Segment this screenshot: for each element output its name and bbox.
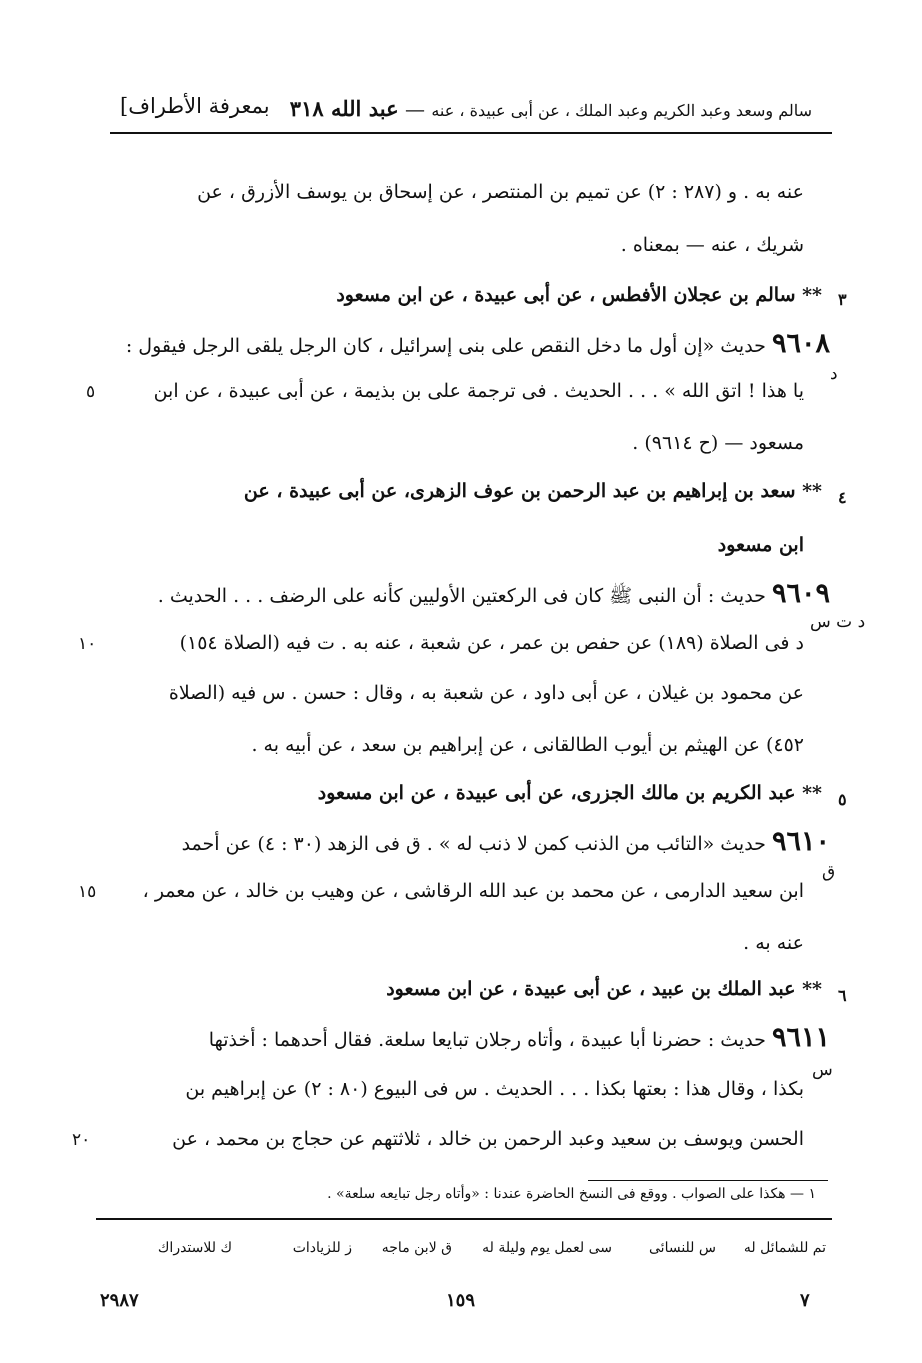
hadith-9610-line-2: ابن سعيد الدارمى ، عن محمد بن عبد الله الرقاشى ، عن وهيب بن خالد ، عن معمر ، bbox=[142, 880, 804, 902]
section-number-4: ٤ bbox=[838, 488, 847, 507]
hadith-9608-line-3: مسعود — (ح ٩٦١٤) . bbox=[632, 432, 804, 454]
footnote-rule bbox=[588, 1180, 828, 1181]
section-number-3: ٣ bbox=[838, 290, 847, 309]
hadith-number-9608: ٩٦٠٨ bbox=[771, 328, 830, 359]
hadith-number-9611: ٩٦١١ bbox=[771, 1022, 830, 1053]
hadith-9609-sigla: د ت س bbox=[810, 612, 866, 632]
hadith-9611-line-1 bbox=[209, 1024, 830, 1051]
legend-istidrak: ك للاستدراك bbox=[157, 1240, 232, 1256]
hadith-number-9610: ٩٦١٠ bbox=[771, 826, 830, 857]
hadith-9609-line-1 bbox=[158, 580, 830, 607]
legend-amal: سى لعمل يوم وليلة له bbox=[482, 1240, 612, 1256]
legend-shamail: تم للشمائل له bbox=[743, 1240, 826, 1256]
legend-ibn-majah: ق لابن ماجه bbox=[381, 1240, 452, 1256]
hadith-9609-line-3: عن محمود بن غيلان ، عن أبى داود ، عن شعبة به ، وقال : حسن . س فيه (الصلاة bbox=[168, 682, 804, 704]
header-subtitle: سالم وسعد وعبد الكريم وعبد الملك ، عن أبى عبيدة ، عنه bbox=[431, 101, 812, 120]
hadith-9611-text-1: حديث : حضرنا أبا عبيدة ، وأتاه رجلان تبايعا سلعة. فقال أحدهما : أخذتها bbox=[208, 1029, 766, 1051]
margin-number-15: ١٥ bbox=[78, 882, 97, 902]
section-title-4-cont: ابن مسعود bbox=[717, 534, 804, 556]
hadith-9608-sigla: د bbox=[830, 364, 838, 384]
section-number-5: ٥ bbox=[838, 790, 847, 809]
hadith-number-9609: ٩٦٠٩ bbox=[771, 578, 830, 609]
bottom-number-right: ٧ bbox=[800, 1290, 810, 1311]
header-rule bbox=[110, 132, 832, 134]
body-line-1: عنه به . و (٢٨٧ : ٢) عن تميم بن المنتصر ، عن إسحاق بن يوسف الأزرق ، عن bbox=[197, 181, 804, 203]
hadith-9610-sigla: ق bbox=[822, 862, 836, 882]
hadith-9611-line-2: بكذا ، وقال هذا : بعتها بكذا . . . الحديث . س فى البيوع (٨٠ : ٢) عن إبراهيم بن bbox=[185, 1078, 804, 1100]
hadith-9609-text-1: حديث : أن النبى ﷺ كان فى الركعتين الأوليين كأنه على الرضف . . . الحديث . bbox=[157, 585, 766, 607]
hadith-9608-line-1 bbox=[126, 330, 830, 357]
section-number-6: ٦ bbox=[838, 986, 847, 1005]
hadith-9610-line-3: عنه به . bbox=[743, 932, 804, 954]
legend-nasai: س للنسائى bbox=[649, 1240, 716, 1256]
page-number: ١٥٩ bbox=[446, 1290, 476, 1311]
bottom-number-left: ٢٩٨٧ bbox=[100, 1290, 139, 1311]
hadith-9611-line-3: الحسن ويوسف بن سعيد وعبد الرحمن بن خالد ، ثلاثتهم عن حجاج بن محمد ، عن bbox=[172, 1128, 804, 1150]
body-line-2: شريك ، عنه — بمعناه . bbox=[620, 234, 804, 256]
hadith-9609-line-2: د فى الصلاة (١٨٩) عن حفص بن عمر ، عن شعبة ، عنه به . ت فيه (الصلاة ١٥٤) bbox=[179, 632, 804, 654]
margin-number-10: ١٠ bbox=[78, 634, 97, 654]
legend-ziyadat: ز للزيادات bbox=[292, 1240, 352, 1256]
header-left: بمعرفة الأطراف] bbox=[120, 94, 270, 118]
margin-number-5: ٥ bbox=[86, 382, 96, 402]
section-title-4: ** سعد بن إبراهيم بن عبد الرحمن بن عوف الزهرى، عن أبى عبيدة ، عن bbox=[243, 480, 822, 502]
hadith-9609-line-4: ٤٥٢) عن الهيثم بن أيوب الطالقانى ، عن إبراهيم بن سعد ، عن أبيه به . bbox=[251, 734, 804, 756]
header-dash: — bbox=[404, 97, 425, 121]
hadith-9608-line-2: يا هذا ! اتق الله » . . . الحديث . فى ترجمة على بن بذيمة ، عن أبى عبيدة ، عن ابن bbox=[153, 380, 804, 402]
hadith-9611-sigla: س bbox=[812, 1060, 833, 1080]
running-header bbox=[290, 96, 812, 121]
footnote: ١ — هكذا على الصواب . ووقع فى النسخ الحاضرة عندنا : «وأتاه رجل تبايعه سلعة» . bbox=[327, 1186, 816, 1202]
hadith-9610-text-1: حديث «التائب من الذنب كمن لا ذنب له » . ق فى الزهد (٣٠ : ٤) عن أحمد bbox=[181, 833, 766, 855]
section-title-3: ** سالم بن عجلان الأفطس ، عن أبى عبيدة ، عن ابن مسعود bbox=[336, 284, 822, 306]
header-title: عبد الله ٣١٨ bbox=[289, 96, 399, 121]
hadith-9608-text-1: حديث «إن أول ما دخل النقص على بنى إسرائيل ، كان الرجل يلقى الرجل فيقول : bbox=[125, 335, 766, 357]
section-title-6: ** عبد الملك بن عبيد ، عن أبى عبيدة ، عن ابن مسعود bbox=[386, 978, 822, 1000]
margin-number-20: ٢٠ bbox=[72, 1130, 91, 1150]
legend-rule bbox=[96, 1218, 832, 1220]
section-title-5: ** عبد الكريم بن مالك الجزرى، عن أبى عبيدة ، عن ابن مسعود bbox=[317, 782, 822, 804]
hadith-9610-line-1 bbox=[182, 828, 830, 855]
